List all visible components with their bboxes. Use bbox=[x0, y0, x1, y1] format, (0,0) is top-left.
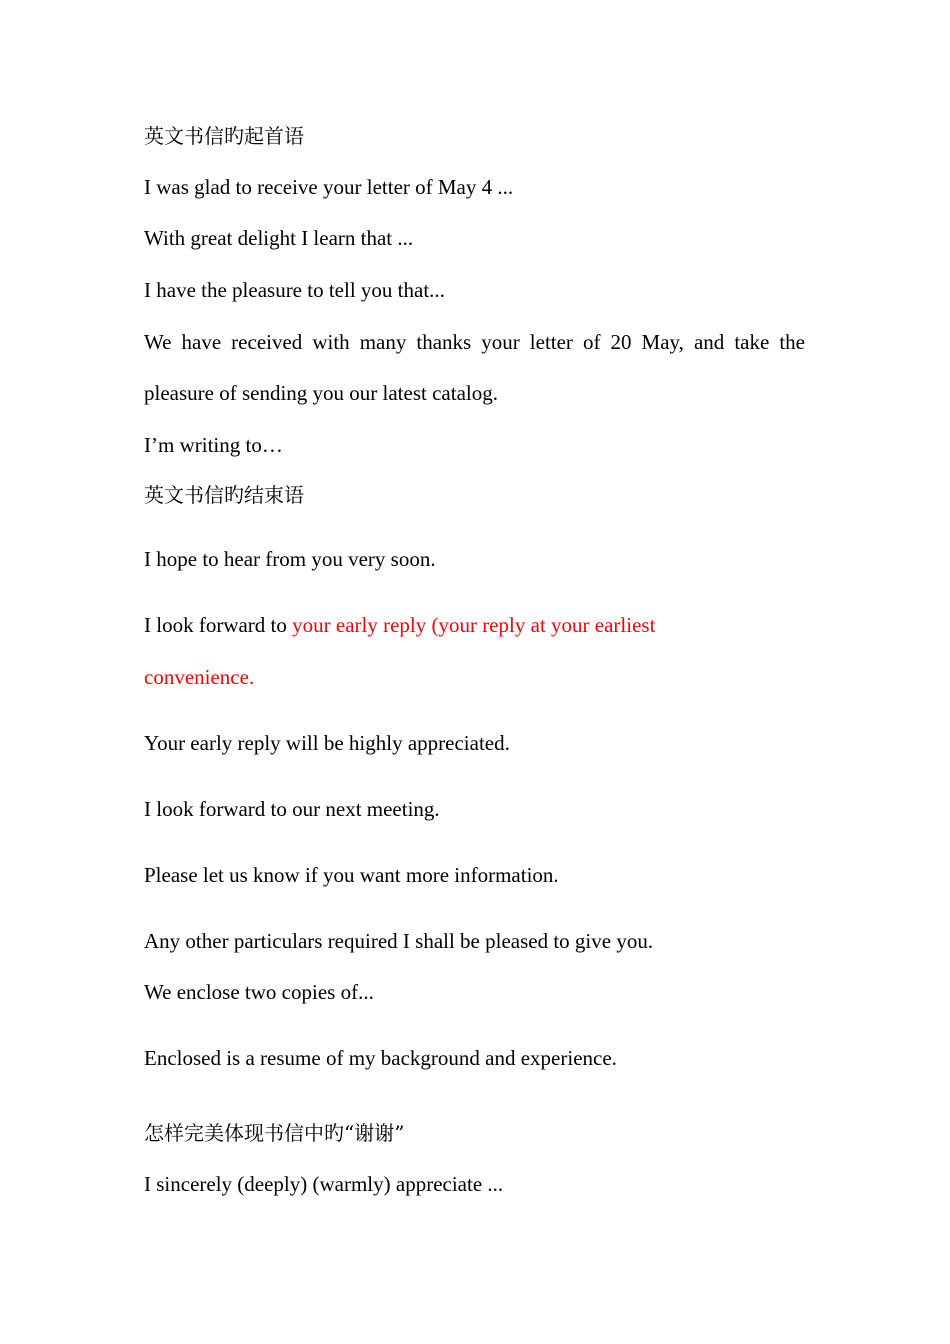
closing-line-2-prefix: I look forward to bbox=[144, 613, 293, 637]
closing-line-8: Enclosed is a resume of my background and experience. bbox=[144, 1046, 617, 1070]
opening-line-5: pleasure of sending you our latest catalog. bbox=[144, 381, 498, 405]
closing-line-5: Please let us know if you want more information. bbox=[144, 863, 559, 887]
closing-line-7: We enclose two copies of... bbox=[144, 980, 374, 1004]
opening-line-4: We have received with many thanks your letter of 20 May, and take the bbox=[144, 330, 805, 354]
closing-line-2-continuation: convenience. bbox=[144, 665, 255, 689]
opening-heading: 英文书信旳起首语 bbox=[144, 124, 304, 148]
closing-line-2-highlight: your early reply (your reply at your earliest bbox=[292, 613, 656, 637]
opening-line-2: With great delight I learn that ... bbox=[144, 226, 414, 250]
opening-line-1: I was glad to receive your letter of May 4 ... bbox=[144, 175, 514, 199]
closing-line-6: Any other particulars required I shall be pleased to give you. bbox=[144, 929, 654, 953]
opening-line-3: I have the pleasure to tell you that... bbox=[144, 278, 445, 302]
closing-line-1: I hope to hear from you very soon. bbox=[144, 547, 436, 571]
thanks-heading: 怎样完美体现书信中旳“谢谢” bbox=[144, 1121, 405, 1145]
opening-line-6: I’m writing to… bbox=[144, 433, 283, 457]
closing-line-2 bbox=[144, 613, 655, 637]
closing-heading: 英文书信旳结束语 bbox=[144, 483, 304, 507]
thanks-line-1: I sincerely (deeply) (warmly) appreciate ... bbox=[144, 1172, 504, 1196]
closing-line-4: I look forward to our next meeting. bbox=[144, 797, 440, 821]
closing-line-3: Your early reply will be highly appreciated. bbox=[144, 731, 510, 755]
